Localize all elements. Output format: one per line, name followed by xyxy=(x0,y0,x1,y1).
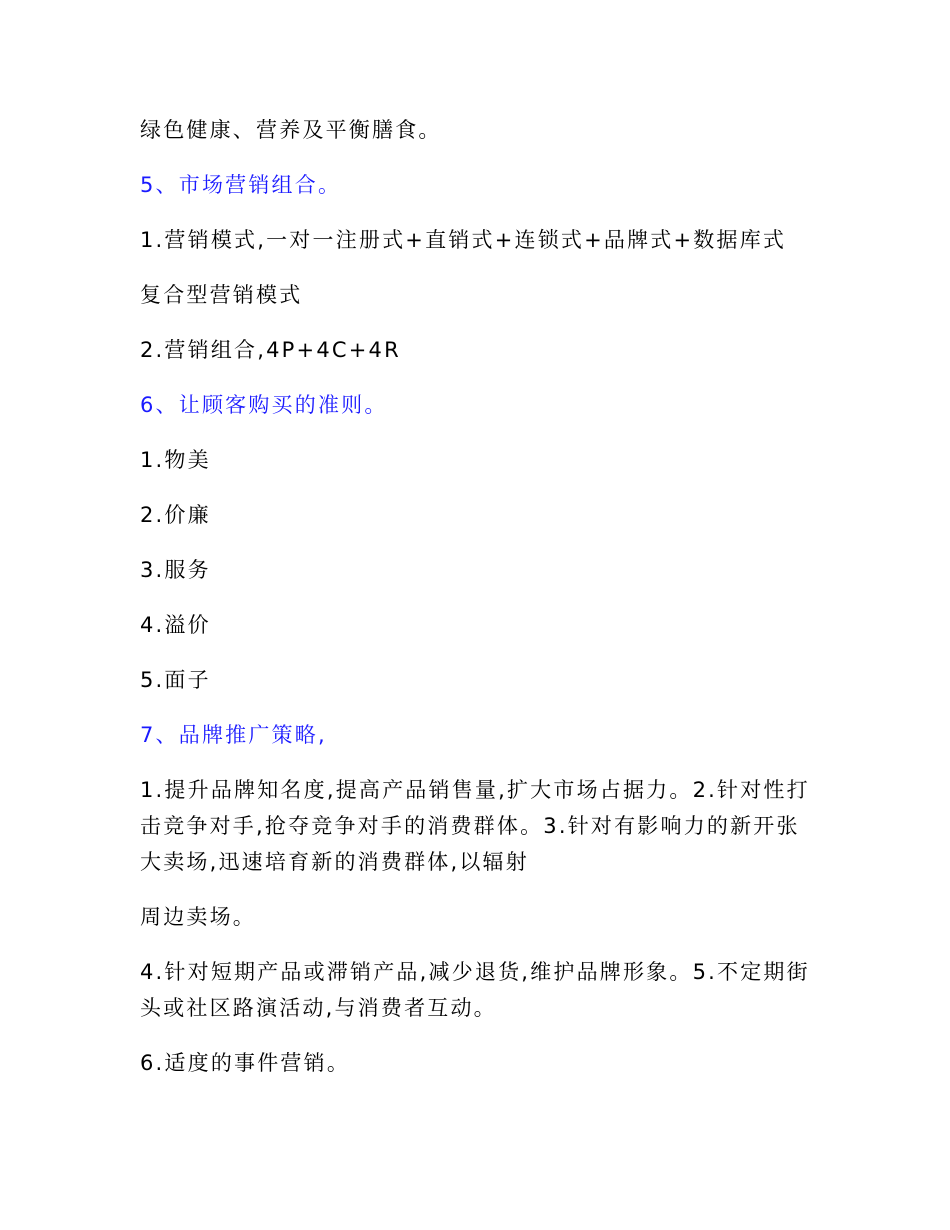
paragraph-marketing-model: 1.营销模式,一对一注册式+直销式+连锁式+品牌式+数据库式 xyxy=(140,228,787,252)
list-item-price: 2.价廉 xyxy=(140,503,211,527)
section-heading-marketing-mix: 5、市场营销组合。 xyxy=(140,173,342,197)
document-body xyxy=(140,112,820,1100)
list-item-face: 5.面子 xyxy=(140,668,211,692)
paragraph-nearby-stores: 周边卖场。 xyxy=(140,905,256,929)
paragraph-event-marketing: 6.适度的事件营销。 xyxy=(140,1051,351,1075)
paragraph-promotion-goals: 1.提升品牌知名度,提高产品销售量,扩大市场占据力。2.针对性打击竞争对手,抢夺竞争对手的消费群体。3.针对有影响力的新开张大卖场,迅速培育新的消费群体,以辐射 xyxy=(140,778,810,874)
paragraph-composite-model: 复合型营销模式 xyxy=(140,283,303,307)
list-item-quality: 1.物美 xyxy=(140,448,211,472)
paragraph-marketing-combination: 2.营销组合,4P+4C+4R xyxy=(140,338,401,362)
list-item-service: 3.服务 xyxy=(140,558,211,582)
section-heading-brand-promotion: 7、品牌推广策略, xyxy=(140,723,327,747)
section-heading-purchase-criteria: 6、让顾客购买的准则。 xyxy=(140,393,388,417)
list-item-premium: 4.溢价 xyxy=(140,613,211,637)
paragraph-slow-products: 4.针对短期产品或滞销产品,减少退货,维护品牌形象。5.不定期街头或社区路演活动,与消费者互动。 xyxy=(140,960,810,1020)
paragraph-intro-tail: 绿色健康、营养及平衡膳食。 xyxy=(140,118,442,142)
